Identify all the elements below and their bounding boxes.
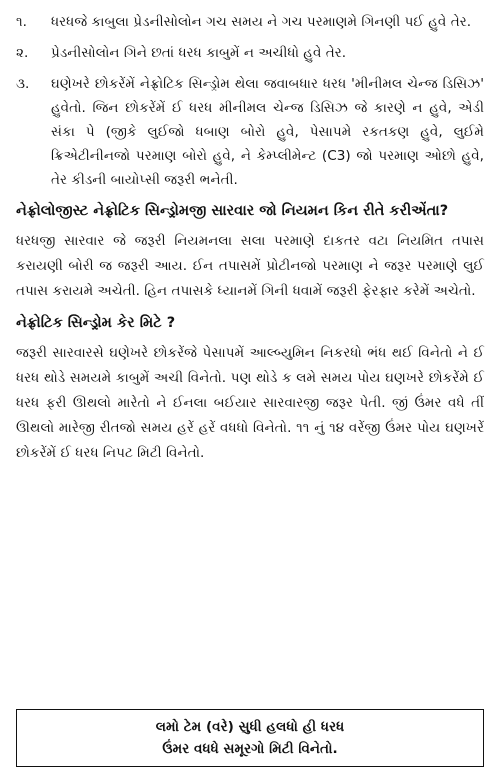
section-heading-treatment-monitoring: નેફ્રોલોજીસ્ટ નેફ્રોટિક સિન્ડ્રોમજી સારવાર જો નિયમન કિન રીતે કરીએંતા? (16, 203, 449, 219)
section-heading-when-cured: નેફ્રોટિક સિન્ડ્રોમ કેર મિટે ? (16, 315, 176, 331)
list-item-number: ૩. (16, 76, 30, 92)
list-item-number: ૧. (16, 14, 27, 30)
callout-line-1: લમો ટેમ (વરે) સુધી હલધો હી ધરધ (155, 719, 345, 735)
list-item-text: ધરધજે કાબુલા પ્રેડનીસોલોન ગચ સમય ને ગચ પરમાણમે ગિનણી પઈ હુવે તેર. (51, 14, 472, 30)
callout-box (16, 709, 484, 767)
list-item-text: પ્રેડનીસોલોન ગિને છતાં ધરધ કાબુમેં ન અચીધો હુવે તેર. (51, 45, 347, 61)
list-item-2 (16, 41, 484, 65)
callout-line-2: ઉંમર વધધે સમૂરગો મિટી વિનેતો. (162, 741, 338, 757)
list-item-1 (16, 10, 484, 34)
list-item-text: ઘણેખરે છોકરેંમેં નેફ્રોટિક સિન્ડ્રોમ થેલા જવાબધાર ધરધ 'મીનીમલ ચેન્જ ડિસિઝ' હુવેતો. જિન છોકરેંમેં ઈ ધરધ મીનીમલ ચેન્જ ડિસિઝ જે કારણે ન હુવે, એડી સંકા પે (જીકે લુઈજો ધબાણ બોરો હુવે, પેસાપમે રકતકણ હુવે, લુઈમે ક્રિએટીનીનજો પરમાણ બોરો હુવે, ને કેમ્પ્લીમેન્ટ (C3) જો પરમાણ ઓછો હુવે, તેર કીડની બાયોપ્સી જરૂરી ભનેતી. (51, 76, 484, 188)
numbered-list (16, 10, 484, 192)
list-item-number: ૨. (16, 45, 29, 61)
section-body-when-cured: જરૂરી સારવારસે ઘણેખરે છોકરેંજે પેસાપમેં આલ્બ્યુમિન નિકરધો ભંધ થઈ વિનેતો ને ઈ ધરધ થોડે સમયમે કાબુમેં અચી વિનેતો. પણ થોડે ક લમે સમય પોય ઘણખરે છોકરેંમે ઈ ધરધ ફરી ઊથલો મારેતો ને ઈનલા બઈયાર સારવારજી જરૂર પેતી. જીં ઉંમર વધે તીં ઊથલો મારેજી રીતજો સમય હરેં હરેં વધધો વિનેતો. ૧૧ નું ૧૪ વરેંજી ઉંમર પોય ઘણખરેં છોકરેંમેં ઈ ધરધ નિપટ મિટી વિનેતો. (16, 345, 484, 461)
section-body-treatment-monitoring: ધરધજી સારવાર જે જરૂરી નિયમનલા સલા પરમાણે દાકતર વટા નિયમિત તપાસ કરાયણી બોરી જ જરૂરી આય. ઈન તપાસમેં પ્રોટીનજો પરમાણ ને જરૂર પરમાણે લુઈ તપાસ કરાયમે અચેતી. હિન તપાસકે ધ્યાનમેં ગિની ધવામેં જરૂરી ફેરફાર કરેમેં અચેતો. (16, 233, 484, 299)
list-item-3 (16, 72, 484, 192)
